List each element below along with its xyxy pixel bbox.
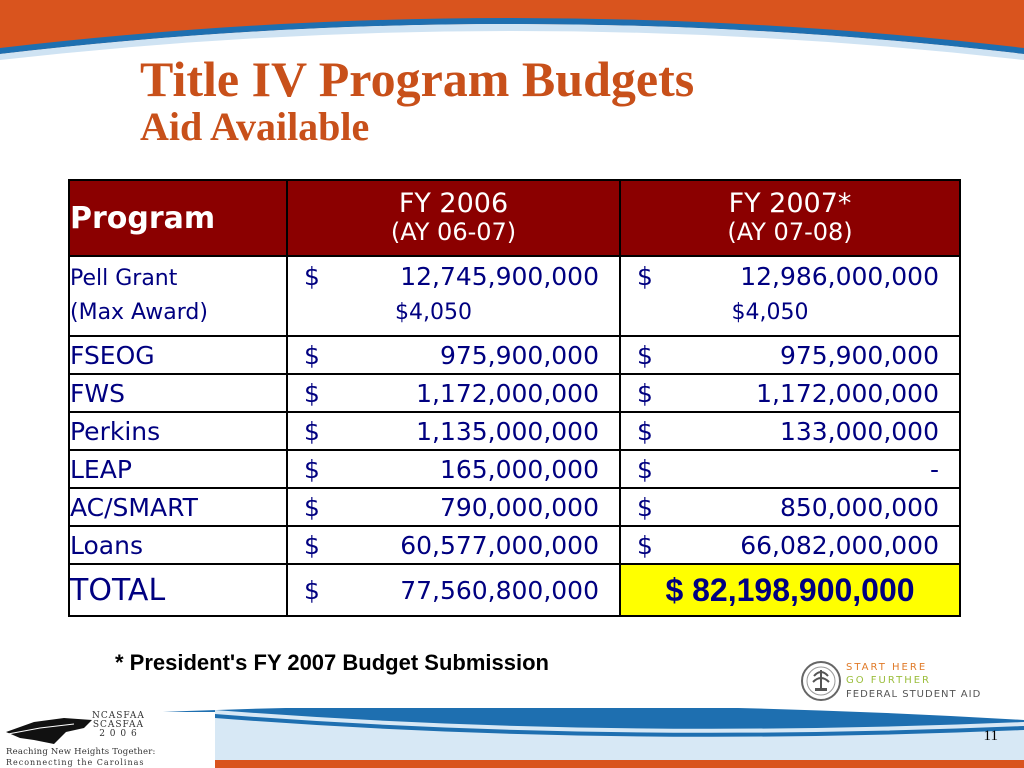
currency-symbol: $	[304, 492, 320, 522]
table-row	[69, 488, 960, 526]
pell-program-cell	[69, 256, 287, 336]
header-fy2007-sublabel: (AY 07-08)	[727, 218, 853, 246]
pell-fy2006-cell	[287, 256, 620, 336]
table-header-row	[69, 180, 960, 256]
budget-table	[68, 179, 961, 617]
total-label: TOTAL	[70, 572, 166, 608]
table-row	[69, 412, 960, 450]
program-cell: Loans	[69, 526, 287, 564]
fy2006-cell	[287, 526, 620, 564]
pell-fy2007-max-award: $4,050	[731, 300, 809, 325]
fy2006-amount: 975,900,000	[439, 340, 599, 370]
pell-fy2006-max-award: $4,050	[395, 300, 472, 325]
fy2007-amount: 975,900,000	[779, 340, 939, 370]
fy2007-amount: 1,172,000,000	[756, 378, 939, 408]
program-cell: FSEOG	[69, 336, 287, 374]
fy2007-amount: 850,000,000	[779, 492, 939, 522]
pell-fy2006-amount: 12,745,900,000	[400, 262, 599, 291]
table-row	[69, 526, 960, 564]
footnote: * President's FY 2007 Budget Submission	[115, 650, 549, 675]
program-cell: Perkins	[69, 412, 287, 450]
slide-number: 11	[983, 728, 998, 744]
header-fy2007-label: FY 2007*	[728, 188, 852, 219]
slide-title: Title IV Program Budgets	[140, 51, 695, 107]
program-cell: FWS	[69, 374, 287, 412]
fy2006-amount: 790,000,000	[439, 492, 599, 522]
table-row	[69, 450, 960, 488]
currency-symbol: $	[304, 378, 320, 408]
fsa-line-start-here: START HERE	[846, 662, 928, 673]
table-row	[69, 374, 960, 412]
currency-symbol: $	[637, 454, 653, 484]
fy2006-amount: 60,577,000,000	[400, 530, 599, 560]
fy2007-amount: 133,000,000	[779, 416, 939, 446]
fy2007-amount: -	[929, 454, 939, 484]
currency-symbol: $	[304, 340, 320, 370]
ncasfaa-org1: NCASFAA	[92, 711, 145, 721]
pell-fy2007-amount: 12,986,000,000	[740, 262, 939, 291]
fy2007-cell	[620, 412, 960, 450]
table-row	[69, 336, 960, 374]
ncasfaa-org2: SCASFAA	[92, 720, 145, 730]
fy2006-cell	[287, 450, 620, 488]
fy2006-cell	[287, 412, 620, 450]
title-block	[140, 52, 694, 148]
currency-symbol: $	[304, 454, 320, 484]
ncasfaa-tagline-1: Reaching New Heights Together:	[6, 747, 156, 757]
total-fy2007-amount: $ 82,198,900,000	[665, 571, 915, 608]
header-fy2006	[287, 180, 620, 256]
header-fy2007	[620, 180, 960, 256]
header-fy2006-sublabel: (AY 06-07)	[390, 218, 517, 246]
fy2006-cell	[287, 336, 620, 374]
currency-symbol: $	[637, 262, 653, 291]
currency-symbol: $	[304, 575, 320, 605]
currency-symbol: $	[637, 378, 653, 408]
table-row-total	[69, 564, 960, 616]
fy2007-amount: 66,082,000,000	[740, 530, 939, 560]
fy2006-amount: 1,172,000,000	[416, 378, 599, 408]
ncasfaa-org-text	[92, 712, 145, 739]
total-label-cell	[69, 564, 287, 616]
currency-symbol: $	[304, 530, 320, 560]
currency-symbol: $	[637, 416, 653, 446]
total-fy2007-cell	[620, 564, 960, 616]
ncasfaa-tagline-2: Reconnecting the Carolinas	[6, 758, 145, 767]
fy2007-cell	[620, 526, 960, 564]
total-fy2006-amount: 77,560,800,000	[400, 575, 599, 605]
fy2006-cell	[287, 488, 620, 526]
currency-symbol: $	[304, 416, 320, 446]
pell-sublabel: (Max Award)	[70, 300, 208, 325]
slide-subtitle: Aid Available	[140, 104, 370, 149]
table-row-pell	[69, 256, 960, 336]
program-cell: LEAP	[69, 450, 287, 488]
currency-symbol: $	[637, 340, 653, 370]
fy2007-cell	[620, 488, 960, 526]
currency-symbol: $	[637, 530, 653, 560]
currency-symbol: $	[637, 492, 653, 522]
fy2007-cell	[620, 374, 960, 412]
ncasfaa-logo	[0, 712, 215, 768]
carolinas-map-icon	[4, 714, 94, 748]
fsa-line-go-further: GO FURTHER	[846, 675, 931, 686]
fsa-line-federal-student-aid: FEDERAL STUDENT AID	[846, 689, 982, 700]
currency-symbol: $	[304, 262, 320, 291]
fy2006-amount: 1,135,000,000	[416, 416, 599, 446]
fy2007-cell	[620, 336, 960, 374]
pell-label: Pell Grant	[70, 266, 178, 291]
ncasfaa-year: 2 0 0 6	[99, 729, 138, 739]
header-program: Program	[69, 180, 287, 256]
education-seal-icon	[800, 660, 842, 702]
fy2007-cell	[620, 450, 960, 488]
pell-fy2007-cell	[620, 256, 960, 336]
header-fy2006-label: FY 2006	[398, 188, 509, 219]
fy2006-cell	[287, 374, 620, 412]
fy2006-amount: 165,000,000	[439, 454, 599, 484]
total-fy2006-cell	[287, 564, 620, 616]
program-cell: AC/SMART	[69, 488, 287, 526]
